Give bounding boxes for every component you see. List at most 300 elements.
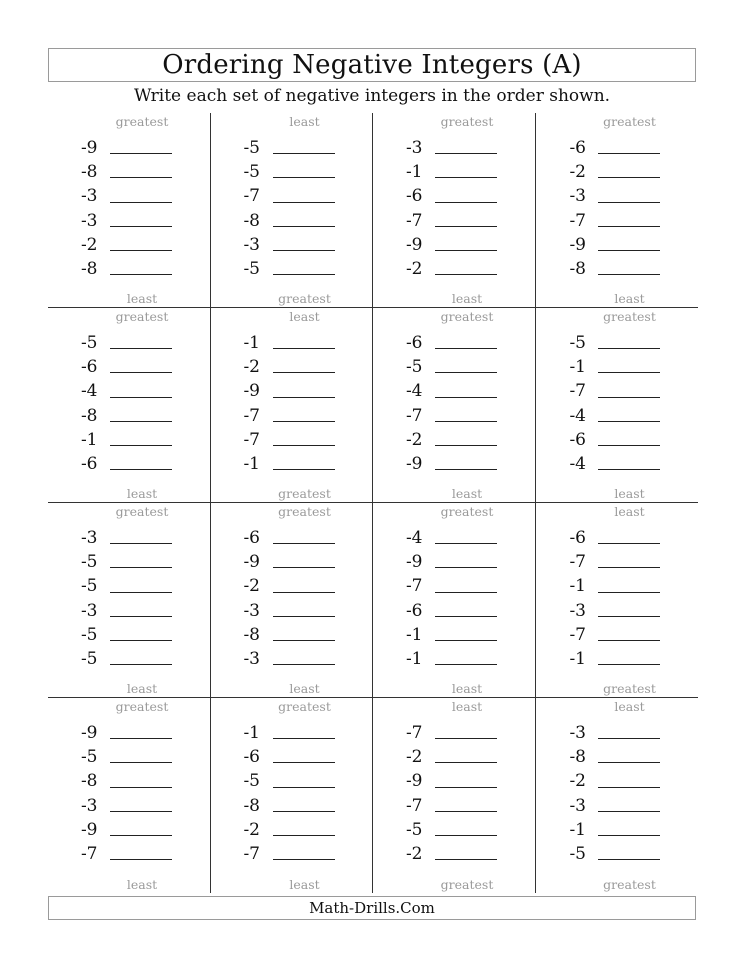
- answer-blank[interactable]: [110, 226, 172, 227]
- answer-blank[interactable]: [435, 859, 497, 860]
- number-row: [48, 818, 210, 842]
- number-row: [48, 185, 210, 209]
- number-row: [373, 647, 535, 671]
- number-row: [48, 380, 210, 404]
- order-label-top: least: [289, 114, 320, 129]
- integer-value: -2: [405, 429, 423, 450]
- answer-blank[interactable]: [435, 616, 497, 617]
- answer-blank[interactable]: [273, 153, 335, 154]
- answer-blank[interactable]: [435, 567, 497, 568]
- order-label-top: greatest: [115, 309, 169, 324]
- answer-blank[interactable]: [273, 202, 335, 203]
- answer-blank[interactable]: [110, 348, 172, 349]
- number-row: [536, 575, 699, 599]
- number-list: [536, 136, 699, 282]
- answer-blank[interactable]: [110, 762, 172, 763]
- integer-value: -5: [80, 332, 98, 353]
- integer-value: -5: [80, 576, 98, 597]
- answer-blank[interactable]: [273, 762, 335, 763]
- number-row: [373, 404, 535, 428]
- integer-value: -9: [80, 819, 98, 840]
- answer-blank[interactable]: [435, 762, 497, 763]
- answer-blank[interactable]: [598, 859, 660, 860]
- order-label-bottom: least: [126, 681, 158, 696]
- number-row: [48, 136, 210, 160]
- number-row: [211, 160, 373, 184]
- answer-blank[interactable]: [598, 640, 660, 641]
- integer-value: -2: [243, 356, 260, 377]
- problem-set: [211, 698, 374, 893]
- number-row: [536, 721, 699, 745]
- integer-value: -7: [569, 551, 586, 572]
- integer-value: -2: [405, 259, 423, 280]
- integer-value: -6: [569, 527, 586, 548]
- integer-value: -5: [405, 819, 423, 840]
- order-label-bottom: least: [289, 681, 320, 696]
- order-label-bottom: greatest: [603, 681, 656, 696]
- answer-blank[interactable]: [435, 348, 497, 349]
- answer-blank[interactable]: [273, 787, 335, 788]
- integer-value: -5: [405, 356, 423, 377]
- answer-blank[interactable]: [110, 567, 172, 568]
- order-label-top: greatest: [115, 699, 169, 714]
- number-row: [211, 185, 373, 209]
- number-row: [48, 233, 210, 257]
- integer-value: -1: [243, 332, 260, 353]
- integer-value: -7: [405, 795, 423, 816]
- number-row: [48, 160, 210, 184]
- order-label-top: greatest: [278, 504, 331, 519]
- answer-blank[interactable]: [598, 226, 660, 227]
- number-row: [48, 842, 210, 866]
- number-row: [48, 599, 210, 623]
- number-list: [211, 721, 373, 867]
- number-row: [373, 623, 535, 647]
- number-row: [536, 842, 699, 866]
- answer-blank[interactable]: [273, 397, 335, 398]
- number-row: [373, 575, 535, 599]
- integer-value: -9: [80, 722, 98, 743]
- integer-value: -5: [243, 259, 260, 280]
- number-row: [211, 257, 373, 281]
- integer-value: -6: [405, 600, 423, 621]
- problem-set: [48, 113, 211, 308]
- order-label-top: greatest: [115, 504, 169, 519]
- problem-set: [211, 503, 374, 698]
- answer-blank[interactable]: [435, 274, 497, 275]
- integer-value: -9: [80, 137, 98, 158]
- integer-value: -3: [405, 137, 423, 158]
- integer-value: -2: [569, 771, 586, 792]
- number-list: [48, 331, 210, 477]
- number-row: [373, 257, 535, 281]
- order-label-bottom: least: [289, 877, 320, 892]
- answer-blank[interactable]: [435, 397, 497, 398]
- integer-value: -9: [405, 234, 423, 255]
- integer-value: -4: [569, 405, 586, 426]
- integer-value: -2: [80, 234, 98, 255]
- order-label-bottom: least: [451, 291, 483, 306]
- answer-blank[interactable]: [598, 616, 660, 617]
- answer-blank[interactable]: [435, 372, 497, 373]
- number-row: [536, 136, 699, 160]
- number-row: [536, 452, 699, 476]
- number-row: [211, 550, 373, 574]
- integer-value: -7: [405, 405, 423, 426]
- number-row: [211, 575, 373, 599]
- number-row: [48, 526, 210, 550]
- integer-value: -5: [80, 649, 98, 670]
- number-row: [536, 623, 699, 647]
- answer-blank[interactable]: [598, 543, 660, 544]
- order-label-bottom: least: [126, 877, 158, 892]
- number-row: [373, 550, 535, 574]
- answer-blank[interactable]: [598, 592, 660, 593]
- integer-value: -6: [243, 746, 260, 767]
- answer-blank[interactable]: [435, 835, 497, 836]
- number-row: [48, 404, 210, 428]
- number-row: [48, 745, 210, 769]
- answer-blank[interactable]: [110, 421, 172, 422]
- problem-set: [211, 308, 374, 503]
- order-label-top: greatest: [440, 114, 494, 129]
- number-row: [536, 770, 699, 794]
- integer-value: -3: [569, 186, 586, 207]
- answer-blank[interactable]: [273, 348, 335, 349]
- number-list: [211, 526, 373, 672]
- order-label-bottom: least: [451, 486, 483, 501]
- integer-value: -8: [569, 746, 586, 767]
- answer-blank[interactable]: [435, 469, 497, 470]
- integer-value: -4: [405, 527, 423, 548]
- number-row: [373, 209, 535, 233]
- answer-blank[interactable]: [435, 811, 497, 812]
- answer-blank[interactable]: [598, 153, 660, 154]
- answer-blank[interactable]: [435, 177, 497, 178]
- answer-blank[interactable]: [273, 469, 335, 470]
- answer-blank[interactable]: [435, 640, 497, 641]
- number-row: [48, 452, 210, 476]
- answer-blank[interactable]: [110, 469, 172, 470]
- answer-blank[interactable]: [435, 153, 497, 154]
- problem-set: [536, 308, 699, 503]
- integer-value: -1: [243, 722, 260, 743]
- number-row: [536, 745, 699, 769]
- answer-blank[interactable]: [110, 445, 172, 446]
- integer-value: -1: [569, 356, 586, 377]
- answer-blank[interactable]: [435, 592, 497, 593]
- number-row: [373, 721, 535, 745]
- order-label-top: least: [451, 699, 483, 714]
- number-row: [48, 623, 210, 647]
- integer-value: -6: [243, 527, 260, 548]
- integer-value: -3: [80, 795, 98, 816]
- order-label-top: greatest: [278, 699, 331, 714]
- answer-blank[interactable]: [598, 445, 660, 446]
- number-row: [211, 623, 373, 647]
- number-row: [536, 526, 699, 550]
- answer-blank[interactable]: [273, 567, 335, 568]
- number-row: [48, 721, 210, 745]
- number-row: [373, 794, 535, 818]
- answer-blank[interactable]: [598, 811, 660, 812]
- integer-value: -1: [405, 649, 423, 670]
- integer-value: -3: [80, 600, 98, 621]
- number-list: [373, 136, 535, 282]
- answer-blank[interactable]: [598, 202, 660, 203]
- number-row: [373, 160, 535, 184]
- answer-blank[interactable]: [435, 202, 497, 203]
- answer-blank[interactable]: [598, 421, 660, 422]
- answer-blank[interactable]: [598, 664, 660, 665]
- integer-value: -9: [243, 551, 260, 572]
- answer-blank[interactable]: [273, 738, 335, 739]
- order-label-top: greatest: [603, 114, 656, 129]
- number-row: [373, 526, 535, 550]
- number-list: [48, 136, 210, 282]
- integer-value: -7: [243, 186, 260, 207]
- answer-blank[interactable]: [110, 153, 172, 154]
- answer-blank[interactable]: [110, 859, 172, 860]
- answer-blank[interactable]: [273, 372, 335, 373]
- integer-value: -7: [80, 844, 98, 865]
- answer-blank[interactable]: [435, 787, 497, 788]
- answer-blank[interactable]: [273, 421, 335, 422]
- number-row: [211, 136, 373, 160]
- number-row: [48, 209, 210, 233]
- integer-value: -9: [569, 234, 586, 255]
- order-label-top: greatest: [440, 309, 494, 324]
- number-row: [536, 818, 699, 842]
- integer-value: -1: [569, 576, 586, 597]
- order-label-top: greatest: [603, 309, 656, 324]
- integer-value: -7: [243, 405, 260, 426]
- integer-value: -9: [243, 381, 260, 402]
- number-row: [373, 233, 535, 257]
- answer-blank[interactable]: [435, 226, 497, 227]
- answer-blank[interactable]: [110, 664, 172, 665]
- number-list: [48, 526, 210, 672]
- integer-value: -3: [243, 600, 260, 621]
- integer-value: -7: [569, 624, 586, 645]
- order-label-top: least: [614, 504, 645, 519]
- answer-blank[interactable]: [273, 543, 335, 544]
- worksheet-title: Ordering Negative Integers (A): [48, 48, 696, 82]
- number-row: [373, 452, 535, 476]
- problem-set: [373, 698, 536, 893]
- integer-value: -9: [405, 551, 423, 572]
- number-row: [48, 257, 210, 281]
- order-label-top: greatest: [440, 504, 494, 519]
- order-label-top: greatest: [115, 114, 169, 129]
- integer-value: -1: [405, 624, 423, 645]
- integer-value: -5: [80, 746, 98, 767]
- number-row: [48, 355, 210, 379]
- number-row: [536, 550, 699, 574]
- order-label-bottom: least: [126, 486, 158, 501]
- integer-value: -9: [405, 771, 423, 792]
- problem-set: [536, 113, 699, 308]
- answer-blank[interactable]: [273, 640, 335, 641]
- number-list: [373, 721, 535, 867]
- answer-blank[interactable]: [598, 469, 660, 470]
- answer-blank[interactable]: [435, 250, 497, 251]
- answer-blank[interactable]: [273, 835, 335, 836]
- problem-set: [48, 308, 211, 503]
- answer-blank[interactable]: [273, 445, 335, 446]
- answer-blank[interactable]: [598, 738, 660, 739]
- answer-blank[interactable]: [598, 567, 660, 568]
- integer-value: -2: [243, 819, 260, 840]
- order-label-top: least: [614, 699, 645, 714]
- integer-value: -1: [243, 454, 260, 475]
- number-row: [211, 818, 373, 842]
- answer-blank[interactable]: [110, 372, 172, 373]
- number-row: [211, 745, 373, 769]
- answer-blank[interactable]: [110, 397, 172, 398]
- answer-blank[interactable]: [110, 616, 172, 617]
- number-row: [48, 575, 210, 599]
- integer-value: -8: [243, 210, 260, 231]
- integer-value: -3: [243, 234, 260, 255]
- problem-set: [48, 698, 211, 893]
- answer-blank[interactable]: [273, 274, 335, 275]
- problem-set: [373, 503, 536, 698]
- answer-blank[interactable]: [273, 811, 335, 812]
- answer-blank[interactable]: [110, 177, 172, 178]
- integer-value: -3: [80, 210, 98, 231]
- number-row: [211, 380, 373, 404]
- answer-blank[interactable]: [435, 421, 497, 422]
- answer-blank[interactable]: [598, 348, 660, 349]
- answer-blank[interactable]: [435, 664, 497, 665]
- number-row: [373, 428, 535, 452]
- integer-value: -7: [405, 722, 423, 743]
- answer-blank[interactable]: [273, 592, 335, 593]
- number-row: [536, 233, 699, 257]
- problem-set: [373, 308, 536, 503]
- number-row: [211, 331, 373, 355]
- footer-credit: Math-Drills.Com: [48, 896, 696, 920]
- answer-blank[interactable]: [598, 762, 660, 763]
- order-label-bottom: greatest: [440, 877, 494, 892]
- number-row: [211, 721, 373, 745]
- answer-blank[interactable]: [110, 543, 172, 544]
- order-label-bottom: least: [126, 291, 158, 306]
- number-list: [211, 136, 373, 282]
- problem-set: [536, 698, 699, 893]
- number-list: [536, 721, 699, 867]
- answer-blank[interactable]: [273, 226, 335, 227]
- number-row: [48, 331, 210, 355]
- answer-blank[interactable]: [110, 202, 172, 203]
- integer-value: -7: [243, 429, 260, 450]
- number-row: [536, 257, 699, 281]
- answer-blank[interactable]: [598, 372, 660, 373]
- number-row: [48, 550, 210, 574]
- number-row: [373, 331, 535, 355]
- order-label-bottom: least: [614, 291, 645, 306]
- answer-blank[interactable]: [110, 640, 172, 641]
- integer-value: -8: [80, 259, 98, 280]
- order-label-bottom: least: [614, 486, 645, 501]
- integer-value: -7: [405, 576, 423, 597]
- integer-value: -1: [569, 819, 586, 840]
- integer-value: -4: [80, 381, 98, 402]
- number-row: [211, 794, 373, 818]
- integer-value: -6: [80, 356, 98, 377]
- integer-value: -8: [243, 624, 260, 645]
- answer-blank[interactable]: [598, 397, 660, 398]
- answer-blank[interactable]: [598, 274, 660, 275]
- number-row: [536, 404, 699, 428]
- number-row: [536, 160, 699, 184]
- answer-blank[interactable]: [110, 250, 172, 251]
- answer-blank[interactable]: [110, 592, 172, 593]
- answer-blank[interactable]: [598, 835, 660, 836]
- number-row: [536, 647, 699, 671]
- number-row: [211, 647, 373, 671]
- instructions: Write each set of negative integers in the order shown.: [133, 86, 611, 106]
- answer-blank[interactable]: [110, 787, 172, 788]
- number-row: [211, 526, 373, 550]
- answer-blank[interactable]: [110, 274, 172, 275]
- integer-value: -3: [569, 722, 586, 743]
- integer-value: -5: [243, 137, 260, 158]
- answer-blank[interactable]: [598, 787, 660, 788]
- answer-blank[interactable]: [273, 859, 335, 860]
- answer-blank[interactable]: [273, 177, 335, 178]
- number-row: [536, 794, 699, 818]
- answer-blank[interactable]: [110, 835, 172, 836]
- integer-value: -8: [80, 405, 98, 426]
- answer-blank[interactable]: [598, 177, 660, 178]
- answer-blank[interactable]: [435, 543, 497, 544]
- number-row: [536, 599, 699, 623]
- number-row: [48, 770, 210, 794]
- number-row: [536, 380, 699, 404]
- answer-blank[interactable]: [435, 445, 497, 446]
- number-row: [48, 647, 210, 671]
- number-row: [211, 428, 373, 452]
- number-row: [536, 209, 699, 233]
- number-row: [373, 380, 535, 404]
- number-row: [373, 745, 535, 769]
- order-label-bottom: greatest: [603, 877, 656, 892]
- integer-value: -1: [569, 649, 586, 670]
- number-row: [373, 355, 535, 379]
- answer-blank[interactable]: [273, 664, 335, 665]
- answer-blank[interactable]: [435, 738, 497, 739]
- number-row: [536, 428, 699, 452]
- number-list: [373, 526, 535, 672]
- integer-value: -9: [405, 454, 423, 475]
- answer-blank[interactable]: [110, 811, 172, 812]
- answer-blank[interactable]: [273, 616, 335, 617]
- order-label-top: least: [289, 309, 320, 324]
- answer-blank[interactable]: [110, 738, 172, 739]
- number-list: [211, 331, 373, 477]
- answer-blank[interactable]: [598, 250, 660, 251]
- answer-blank[interactable]: [273, 250, 335, 251]
- integer-value: -8: [569, 259, 586, 280]
- integer-value: -5: [243, 161, 260, 182]
- number-list: [536, 331, 699, 477]
- integer-value: -5: [80, 624, 98, 645]
- integer-value: -3: [80, 527, 98, 548]
- number-row: [373, 185, 535, 209]
- integer-value: -4: [569, 454, 586, 475]
